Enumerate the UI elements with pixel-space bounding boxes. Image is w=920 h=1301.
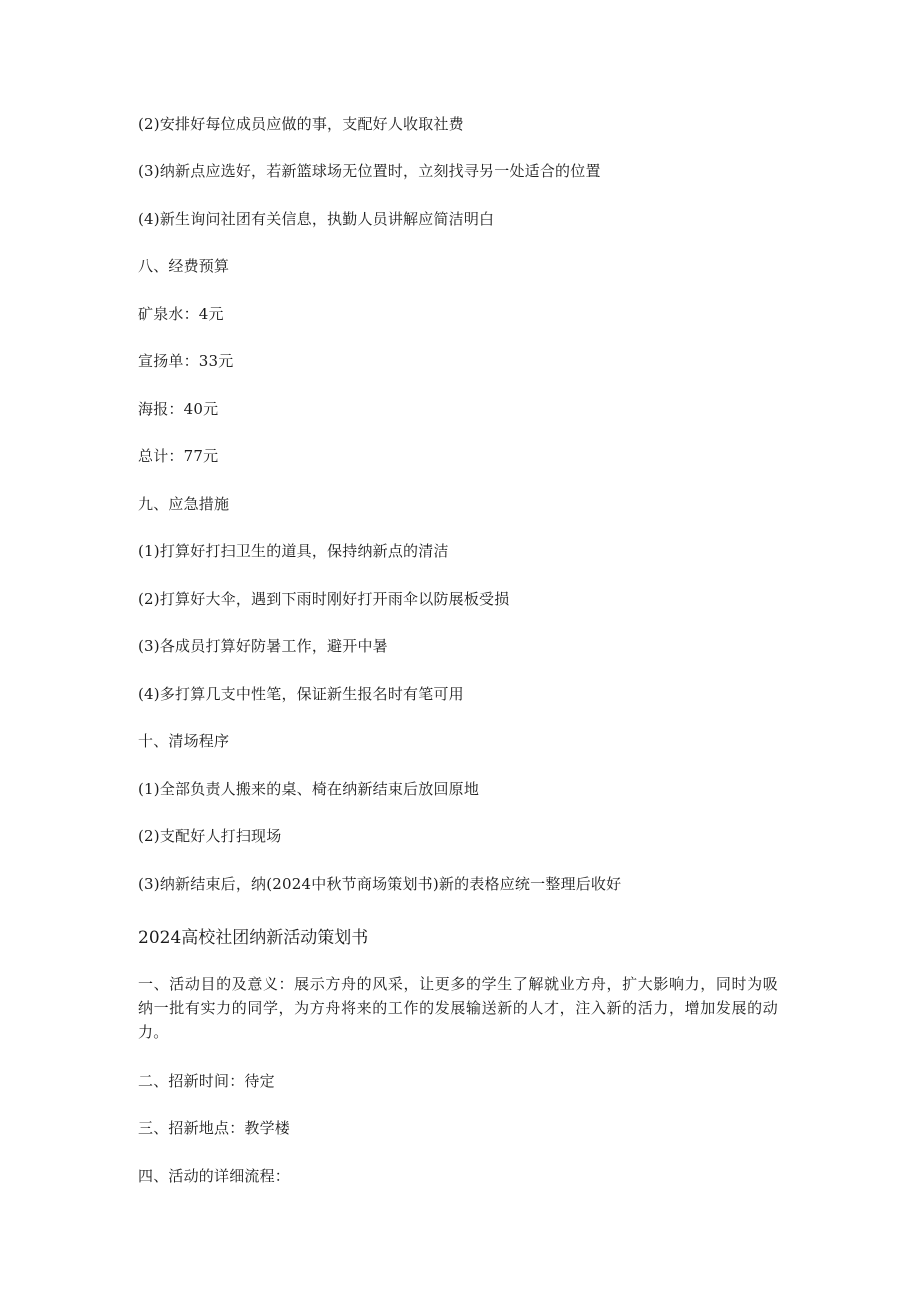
text-line: (1)打算好打扫卫生的道具，保持纳新点的清洁 — [138, 542, 449, 560]
text-line: 海报：40元 — [138, 400, 219, 418]
intro-paragraph: 一、活动目的及意义：展示方舟的风采，让更多的学生了解就业方舟，扩大影响力，同时为吸纳一批有实力的同学，为方舟将来的工作的发展输送新的人才，注入新的活力，增加发展的动力。 — [138, 975, 778, 1041]
text-line: 宣扬单：33元 — [138, 352, 234, 370]
text-line: 矿泉水：4元 — [138, 305, 224, 323]
text-line: (2)打算好大伞，遇到下雨时刚好打开雨伞以防展板受损 — [138, 590, 510, 608]
text-line: 四、活动的详细流程： — [138, 1167, 291, 1185]
text-line: 总计：77元 — [138, 447, 219, 465]
section-heading: 十、清场程序 — [138, 732, 230, 750]
text-line: (4)新生询问社团有关信息，执勤人员讲解应简洁明白 — [138, 210, 495, 228]
text-line: (3)各成员打算好防暑工作，避开中暑 — [138, 637, 388, 655]
section-heading: 九、应急措施 — [138, 495, 230, 513]
section-heading: 八、经费预算 — [138, 257, 230, 275]
text-line: (3)纳新结束后，纳(2024中秋节商场策划书)新的表格应统一整理后收好 — [138, 875, 622, 893]
text-line: (2)支配好人打扫现场 — [138, 827, 282, 845]
text-line: (1)全部负责人搬来的桌、椅在纳新结束后放回原地 — [138, 780, 480, 798]
text-line: (3)纳新点应选好，若新篮球场无位置时，立刻找寻另一处适合的位置 — [138, 162, 601, 180]
text-line: (4)多打算几支中性笔，保证新生报名时有笔可用 — [138, 685, 464, 703]
text-line: (2)安排好每位成员应做的事，支配好人收取社费 — [138, 115, 464, 133]
document-title: 2024高校社团纳新活动策划书 — [138, 928, 369, 948]
text-line: 二、招新时间：待定 — [138, 1072, 275, 1090]
text-line: 三、招新地点：教学楼 — [138, 1119, 291, 1137]
